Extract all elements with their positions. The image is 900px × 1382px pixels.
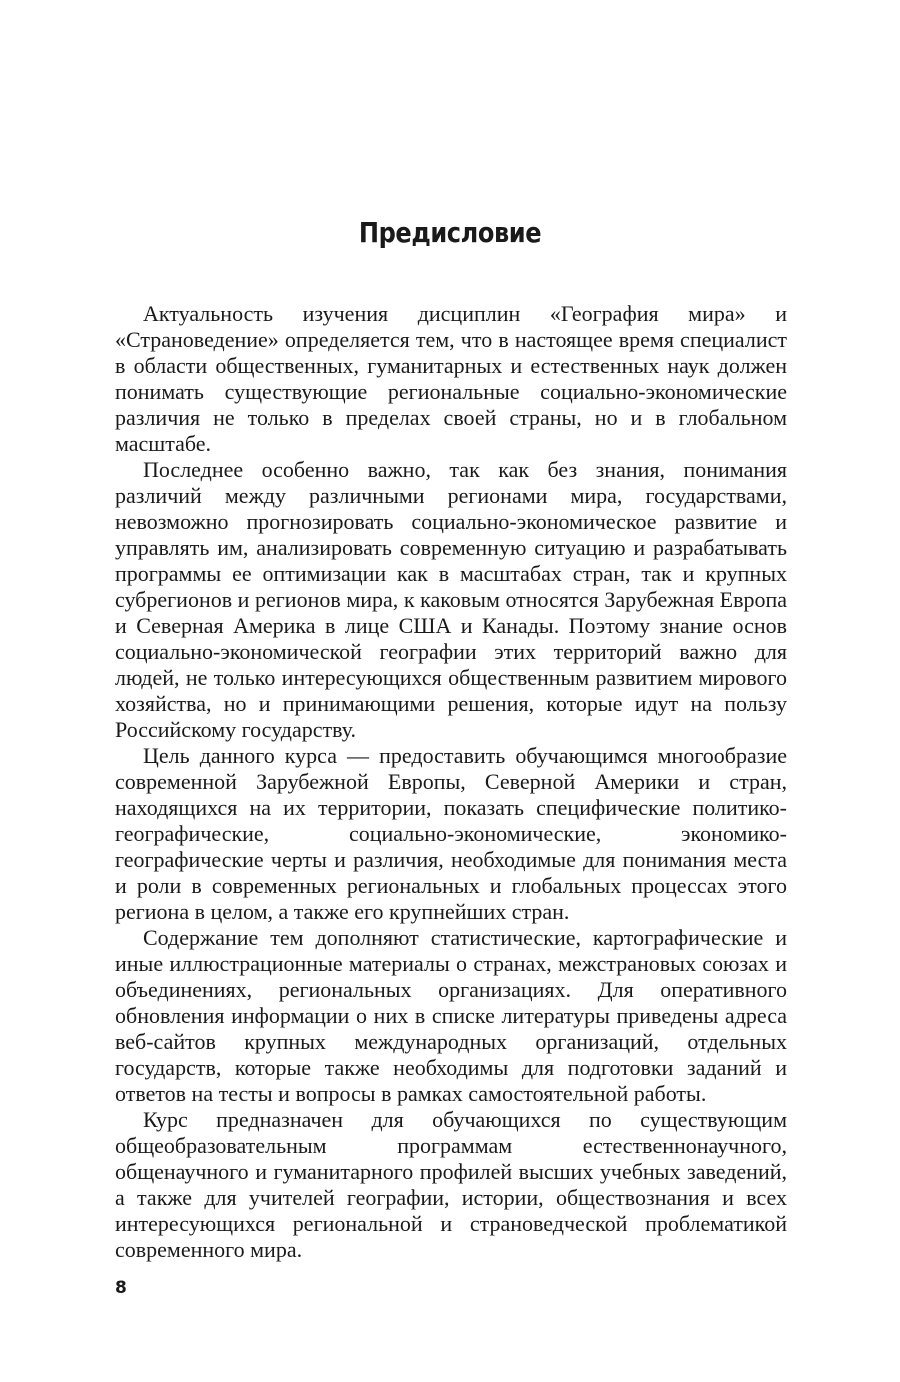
- paragraph: Курс предназначен для обучающихся по существующим общеобразовательным программам естественнонаучного, общенаучного и гуманитарного профилей высших учебных заведений, а также для учителей географии, истории, обществознания и всех интересующихся региональной и страноведческой проблематикой современного мира.: [115, 1107, 787, 1262]
- body-text: [115, 301, 787, 1263]
- paragraph: Цель данного курса — предоставить обучающимся многообразие современной Зарубежной Европы, Северной Америки и стран, находящихся на их территории, показать специфические политико-географические, социально-экономические, экономико-географические черты и различия, необходимые для понимания места и роли в современных региональных и глобальных процессах этого региона в целом, а также его крупнейших стран.: [115, 743, 787, 924]
- page-title: Предисловие: [358, 216, 542, 249]
- page-number: 8: [115, 1278, 127, 1298]
- paragraph: Содержание тем дополняют статистические, картографические и иные иллюстрационные материалы о странах, межстрановых союзах и объединениях, региональных организациях. Для оперативного обновления информации о них в списке литературы приведены адреса веб-сайтов крупных международных организаций, отдельных государств, которые также необходимы для подготовки заданий и ответов на тесты и вопросы в рамках самостоятельной работы.: [115, 925, 787, 1106]
- paragraph: Актуальность изучения дисциплин «География мира» и «Страноведение» определяется тем, что в настоящее время специалист в области общественных, гуманитарных и естественных наук должен понимать существующие региональные социально-экономические различия не только в пределах своей страны, но и в глобальном масштабе.: [115, 301, 787, 456]
- paragraph: Последнее особенно важно, так как без знания, понимания различий между различными регионами мира, государствами, невозможно прогнозировать социально-экономическое развитие и управлять им, анализировать современную ситуацию и разрабатывать программы ее оптимизации как в масштабах стран, так и крупных субрегионов и регионов мира, к каковым относятся Зарубежная Европа и Северная Америка в лице США и Канады. Поэтому знание основ социально-экономической географии этих территорий важно для людей, не только интересующихся общественным развитием мирового хозяйства, но и принимающими решения, которые идут на пользу Российскому государству.: [115, 457, 787, 742]
